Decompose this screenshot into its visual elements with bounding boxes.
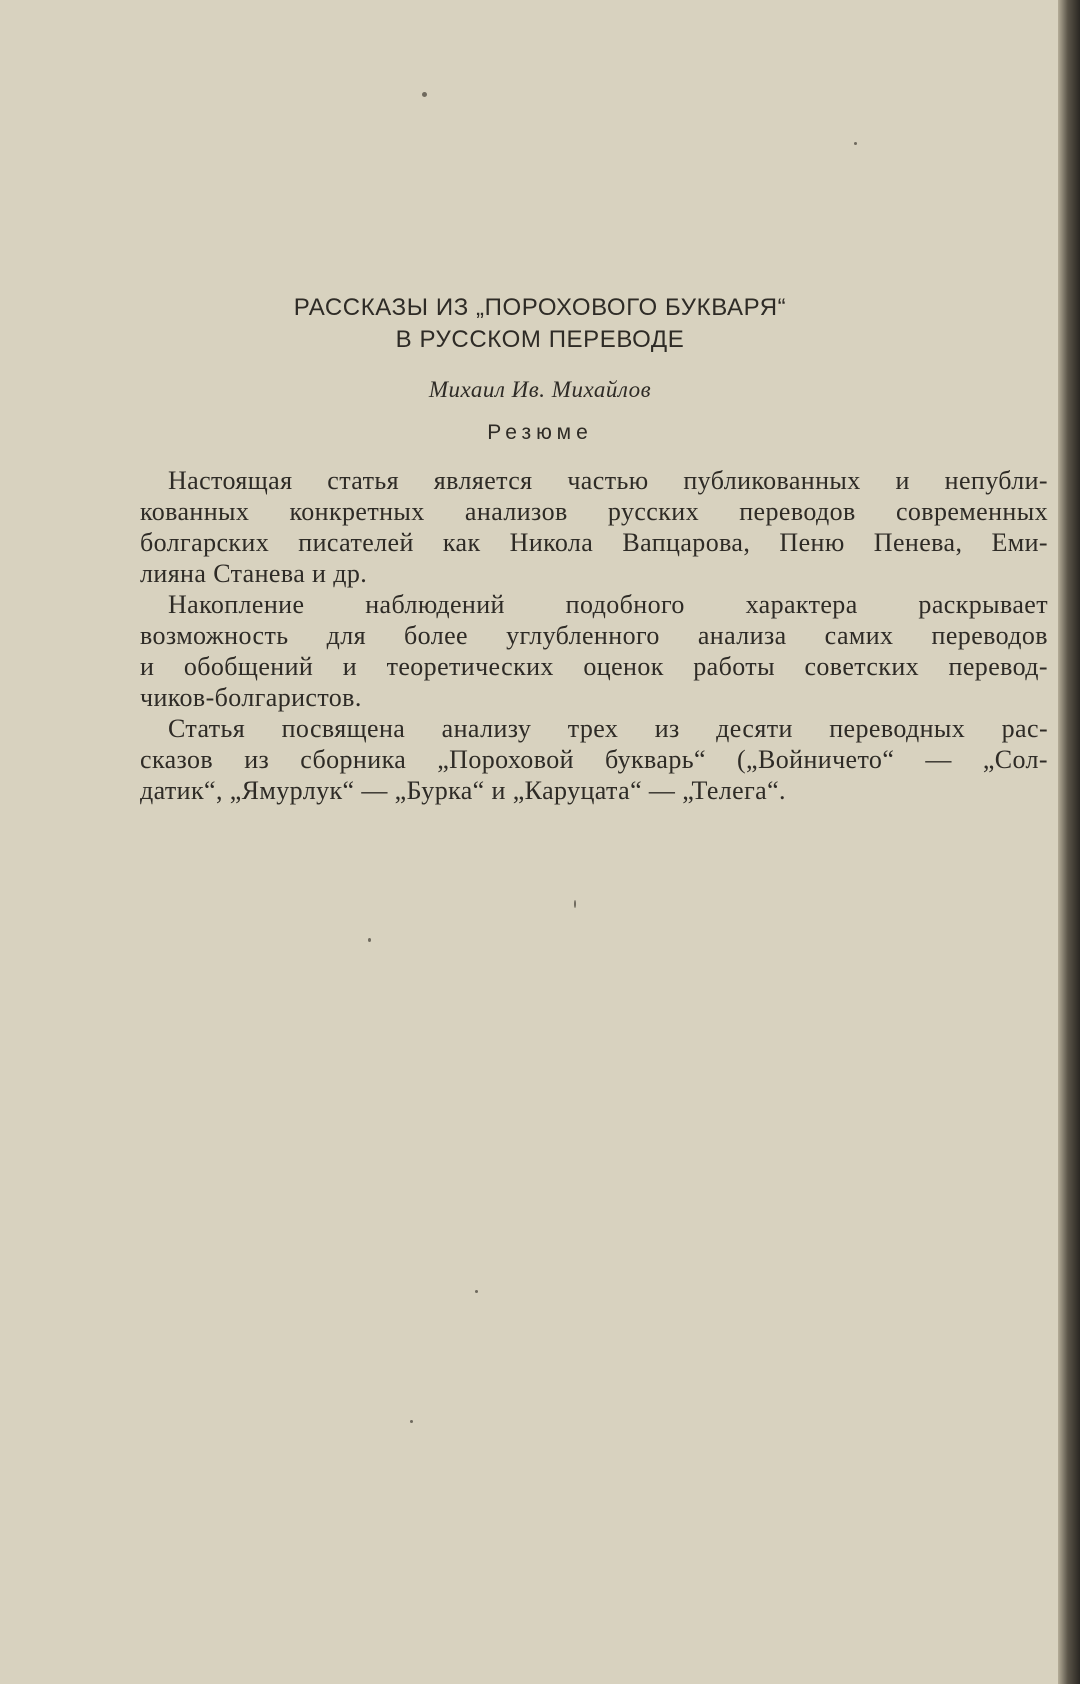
paragraph-3-line-2: сказов из сборника „Пороховой букварь“ („Войничето“ — „Сол- xyxy=(140,745,1048,774)
scan-speck xyxy=(368,938,371,942)
paragraph-2-line-4: чиков-болгаристов. xyxy=(140,683,362,712)
paragraph-2-line-1: Накопление наблюдений подобного характера раскрывает xyxy=(168,590,1048,619)
page-binding-edge xyxy=(1058,0,1080,1684)
paragraph-1-line-1: Настоящая статья является частью публикованных и непубли- xyxy=(168,466,1048,495)
scan-speck xyxy=(475,1290,478,1293)
paragraph-1-line-4: лияна Станева и др. xyxy=(140,559,368,588)
paragraph-3-line-1: Статья посвящена анализу трех из десяти переводных рас- xyxy=(168,714,1048,743)
scan-speck xyxy=(410,1420,413,1423)
paragraph-2-line-3: и обобщений и теоретических оценок работы советских перевод- xyxy=(140,652,1048,681)
scan-speck xyxy=(422,92,427,97)
summary-heading: Резюме xyxy=(487,421,593,444)
paragraph-1-line-3: болгарских писателей как Никола Вапцарова, Пеню Пенева, Еми- xyxy=(140,528,1048,557)
paragraph-1-line-2: кованных конкретных анализов русских переводов современных xyxy=(140,497,1048,526)
article-title-line-1: РАССКАЗЫ ИЗ „ПОРОХОВОГО БУКВАРЯ“ xyxy=(293,294,787,321)
scan-speck xyxy=(574,900,576,908)
summary-body xyxy=(140,465,1048,806)
author-name: Михаил Ив. Михайлов xyxy=(428,377,652,402)
paragraph-2-line-2: возможность для более углубленного анализа самих переводов xyxy=(140,621,1048,650)
paragraph-3-line-3: датик“, „Ямурлук“ — „Бурка“ и „Каруцата“ — „Телега“. xyxy=(140,776,786,805)
article-title xyxy=(0,292,1080,356)
article-title-line-2: В РУССКОМ ПЕРЕВОДЕ xyxy=(395,326,685,353)
scan-speck xyxy=(854,142,857,145)
